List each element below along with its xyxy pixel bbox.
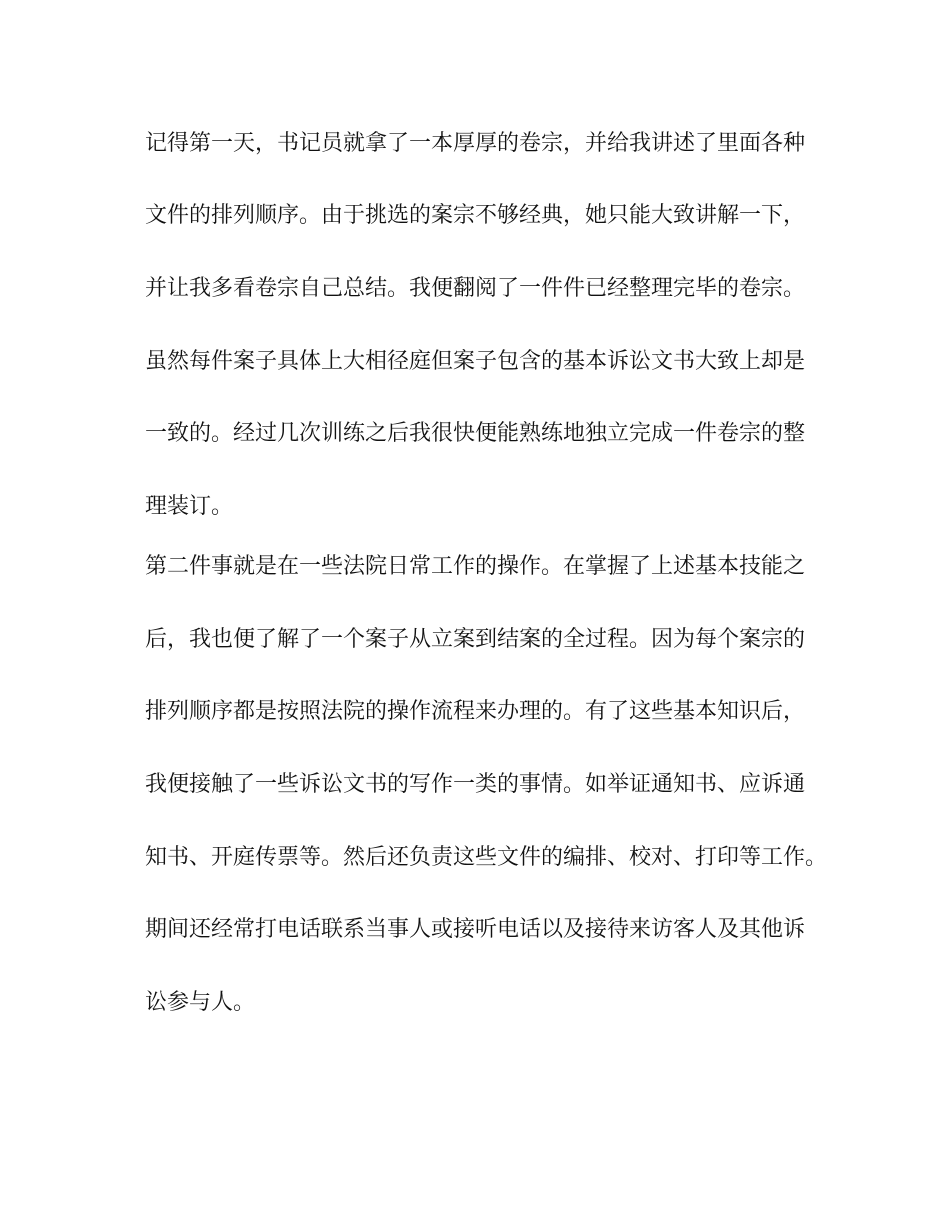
text-line-8: 后，我也便了解了一个案子从立案到结案的全过程。因为每个案宗的: [145, 627, 806, 652]
text-line-11: 知书、开庭传票等。然后还负责这些文件的编排、校对、打印等工作。: [145, 845, 828, 870]
text-line-9: 排列顺序都是按照法院的操作流程来办理的。有了这些基本知识后，: [145, 699, 806, 724]
text-line-5: 一致的。经过几次训练之后我很快便能熟练地独立完成一件卷宗的整: [145, 421, 806, 446]
text-line-3: 并让我多看卷宗自己总结。我便翻阅了一件件已经整理完毕的卷宗。: [145, 276, 806, 301]
text-line-10: 我便接触了一些诉讼文书的写作一类的事情。如举证通知书、应诉通: [145, 772, 806, 797]
text-line-13: 讼参与人。: [145, 990, 256, 1015]
text-line-12: 期间还经常打电话联系当事人或接听电话以及接待来访客人及其他诉: [145, 917, 806, 942]
text-line-4: 虽然每件案子具体上大相径庭但案子包含的基本诉讼文书大致上却是: [145, 349, 806, 374]
text-line-2: 文件的排列顺序。由于挑选的案宗不够经典，她只能大致讲解一下，: [145, 203, 806, 228]
text-line-7: 第二件事就是在一些法院日常工作的操作。在掌握了上述基本技能之: [145, 554, 806, 579]
text-line-1: 记得第一天，书记员就拿了一本厚厚的卷宗，并给我讲述了里面各种: [145, 131, 806, 156]
text-line-6: 理装订。: [145, 494, 234, 519]
